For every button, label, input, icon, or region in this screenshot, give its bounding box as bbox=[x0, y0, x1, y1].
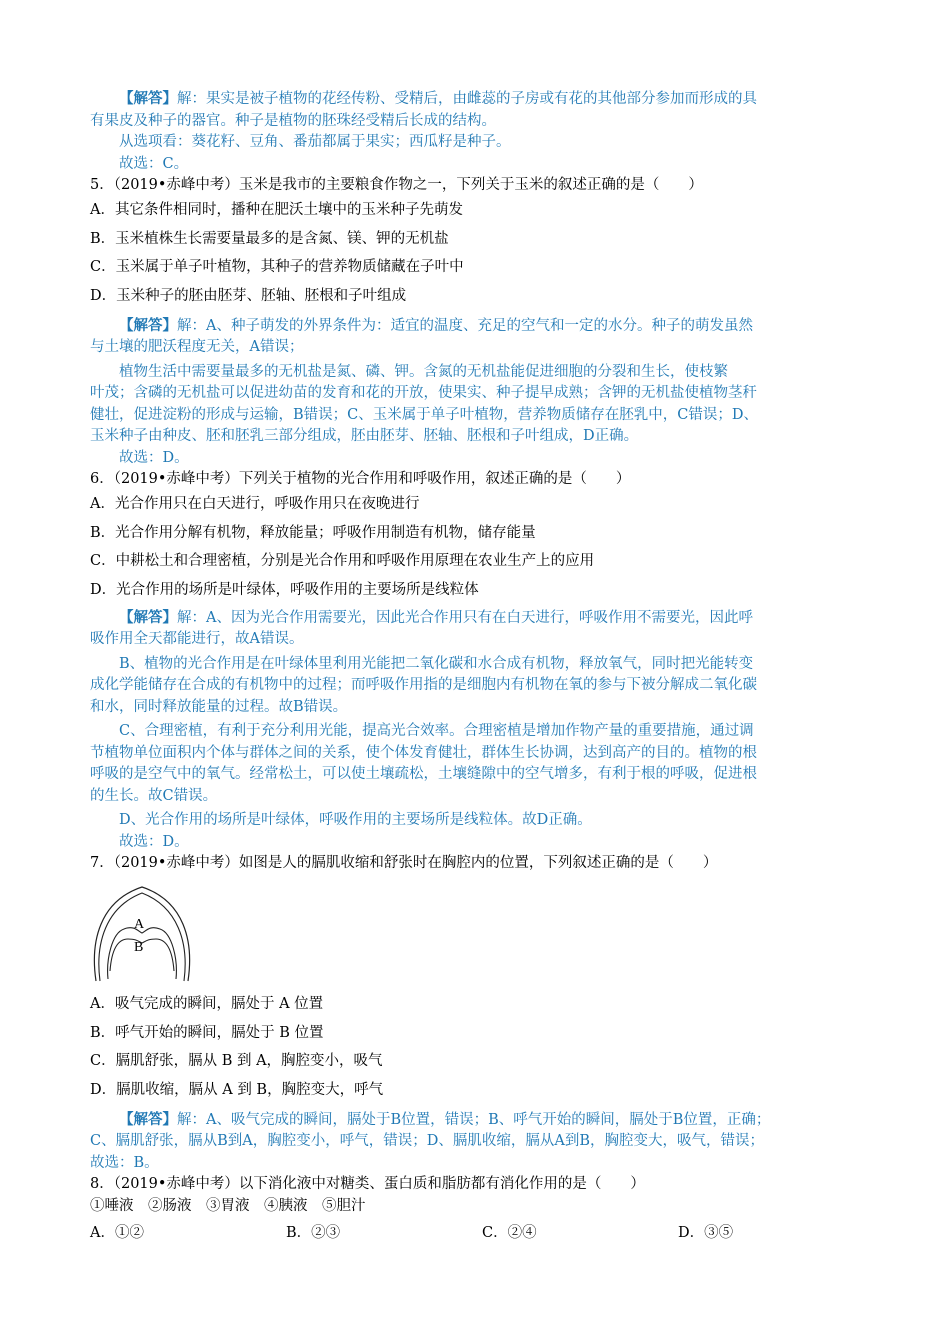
label-b: B bbox=[134, 939, 144, 955]
question-items: ①唾液 ②肠液 ③胃液 ④胰液 ⑤胆汁 bbox=[90, 1197, 366, 1214]
option-d: D．③⑤ bbox=[678, 1225, 734, 1241]
answer-text: 成化学能储存在合成的有机物中的过程；而呼吸作用指的是细胞内有机物在氧的参与下被分解成二氧化碳 bbox=[90, 677, 757, 693]
answer-text: 解：A、种子萌发的外界条件为：适宜的温度、充足的空气和一定的水分。种子的萌发虽然 bbox=[177, 317, 753, 334]
question-stem-8: 8．（2019•赤峰中考）以下消化液中对糖类、蛋白质和脂肪都有消化作用的是（ ） bbox=[90, 1176, 645, 1192]
answer-choice: 故选：D。 bbox=[119, 833, 189, 850]
answer-text: 植物生活中需要量最多的无机盐是氮、磷、钾。含氮的无机盐能促进细胞的分裂和生长，使枝繁 bbox=[119, 363, 728, 380]
label-a: A bbox=[134, 916, 145, 932]
answer-text: 玉米种子由种皮、胚和胚乳三部分组成，胚由胚芽、胚轴、胚根和子叶组成，D正确。 bbox=[90, 428, 639, 444]
answer-tag: 【解答】 bbox=[119, 316, 177, 334]
option-b: B．光合作用分解有机物，释放能量；呼吸作用制造有机物，储存能量 bbox=[90, 524, 536, 541]
answer-text: D、光合作用的场所是叶绿体，呼吸作用的主要场所是线粒体。故D正确。 bbox=[119, 812, 592, 828]
answer-tag: 【解答】 bbox=[119, 90, 177, 107]
answer-text: 与土壤的肥沃程度无关，A错误； bbox=[90, 339, 304, 355]
answer-text: 的生长。故C错误。 bbox=[90, 787, 218, 804]
answer-text: B、植物的光合作用是在叶绿体里利用光能把二氧化碳和水合成有机物，释放氧气，同时把光能转变 bbox=[119, 655, 754, 672]
question-stem-7: 7．（2019•赤峰中考）如图是人的膈肌收缩和舒张时在胸腔内的位置，下列叙述正确的是（ ） bbox=[90, 855, 718, 871]
option-b: B．②③ bbox=[286, 1225, 341, 1241]
answer-block-q7 bbox=[90, 1109, 862, 1132]
option-b: B．呼气开始的瞬间，膈处于 B 位置 bbox=[90, 1024, 324, 1041]
answer-text: 叶茂；含磷的无机盐可以促进幼苗的发育和花的开放，使果实、种子提早成熟；含钾的无机盐使植物茎秆 bbox=[90, 385, 757, 401]
option-d: D．玉米种子的胚由胚芽、胚轴、胚根和子叶组成 bbox=[90, 287, 407, 304]
answer-text: 解：A、吸气完成的瞬间，膈处于B位置，错误；B、呼气开始的瞬间，膈处于B位置，正确； bbox=[177, 1111, 771, 1128]
answer-text: 呼吸的是空气中的氧气。经常松土，可以使土壤疏松，土壤缝隙中的空气增多，有利于根的呼吸，促进根 bbox=[90, 766, 757, 782]
question-stem-6: 6．（2019•赤峰中考）下列关于植物的光合作用和呼吸作用，叙述正确的是（ ） bbox=[90, 471, 631, 487]
thoracic-cavity-diagram bbox=[90, 881, 194, 985]
answer-block-q6 bbox=[90, 607, 862, 630]
answer-tag: 【解答】 bbox=[119, 1110, 177, 1128]
document-page bbox=[90, 88, 862, 1245]
answer-text: 从选项看：葵花籽、豆角、番茄都属于果实；西瓜籽是种子。 bbox=[119, 134, 511, 150]
option-row bbox=[90, 1223, 862, 1245]
answer-text: 节植物单位面积内个体与群体之间的关系，使个体发育健壮，群体生长协调，达到高产的目的。植物的根 bbox=[90, 744, 757, 761]
option-d: D．光合作用的场所是叶绿体，呼吸作用的主要场所是线粒体 bbox=[90, 581, 479, 598]
option-c: C．中耕松土和合理密植，分别是光合作用和呼吸作用原理在农业生产上的应用 bbox=[90, 553, 595, 569]
option-c: C．膈肌舒张，膈从 B 到 A，胸腔变小，吸气 bbox=[90, 1053, 383, 1069]
answer-text: C、合理密植，有利于充分利用光能，提高光合效率。合理密植是增加作物产量的重要措施，通过调 bbox=[119, 723, 754, 739]
answer-text: 健壮，促进淀粉的形成与运输，B错误；C、玉米属于单子叶植物，营养物质储存在胚乳中，C错误；D、 bbox=[90, 406, 758, 423]
option-a: A．其它条件相同时，播种在肥沃土壤中的玉米种子先萌发 bbox=[90, 202, 463, 218]
option-a: A．吸气完成的瞬间，膈处于 A 位置 bbox=[90, 996, 324, 1012]
option-c: C．玉米属于单子叶植物，其种子的营养物质储藏在子叶中 bbox=[90, 259, 464, 275]
option-d: D．膈肌收缩，膈从 A 到 B，胸腔变大，呼气 bbox=[90, 1081, 384, 1098]
option-b: B．玉米植株生长需要量最多的是含氮、镁、钾的无机盐 bbox=[90, 230, 449, 247]
answer-text: C、膈肌舒张，膈从B到A，胸腔变小，呼气，错误；D、膈肌收缩，膈从A到B，胸腔变大，吸气，错误； bbox=[90, 1133, 764, 1149]
answer-choice: 故选：C。 bbox=[119, 155, 189, 172]
answer-text: 解：果实是被子植物的花经传粉、受精后，由雌蕊的子房或有花的其他部分参加而形成的具 bbox=[177, 91, 757, 107]
option-a: A．①② bbox=[90, 1225, 144, 1241]
answer-text: 有果皮及种子的器官。种子是植物的胚珠经受精后长成的结构。 bbox=[90, 112, 496, 129]
answer-choice: 故选：B。 bbox=[90, 1154, 159, 1171]
diaphragm-figure bbox=[90, 881, 194, 985]
option-c: C．②④ bbox=[482, 1225, 537, 1241]
answer-tag: 【解答】 bbox=[119, 608, 177, 626]
answer-text: 解：A、因为光合作用需要光，因此光合作用只有在白天进行，呼吸作用不需要光，因此呼 bbox=[177, 609, 753, 626]
answer-block-q5 bbox=[90, 315, 862, 338]
question-stem-5: 5．（2019•赤峰中考）玉米是我市的主要粮食作物之一，下列关于玉米的叙述正确的是（ ） bbox=[90, 177, 703, 193]
answer-text: 吸作用全天都能进行，故A错误。 bbox=[90, 631, 304, 647]
answer-choice: 故选：D。 bbox=[119, 449, 189, 466]
option-a: A．光合作用只在白天进行，呼吸作用只在夜晚进行 bbox=[90, 496, 420, 512]
answer-block-q4 bbox=[90, 88, 862, 111]
answer-text: 和水，同时释放能量的过程。故B错误。 bbox=[90, 698, 348, 715]
